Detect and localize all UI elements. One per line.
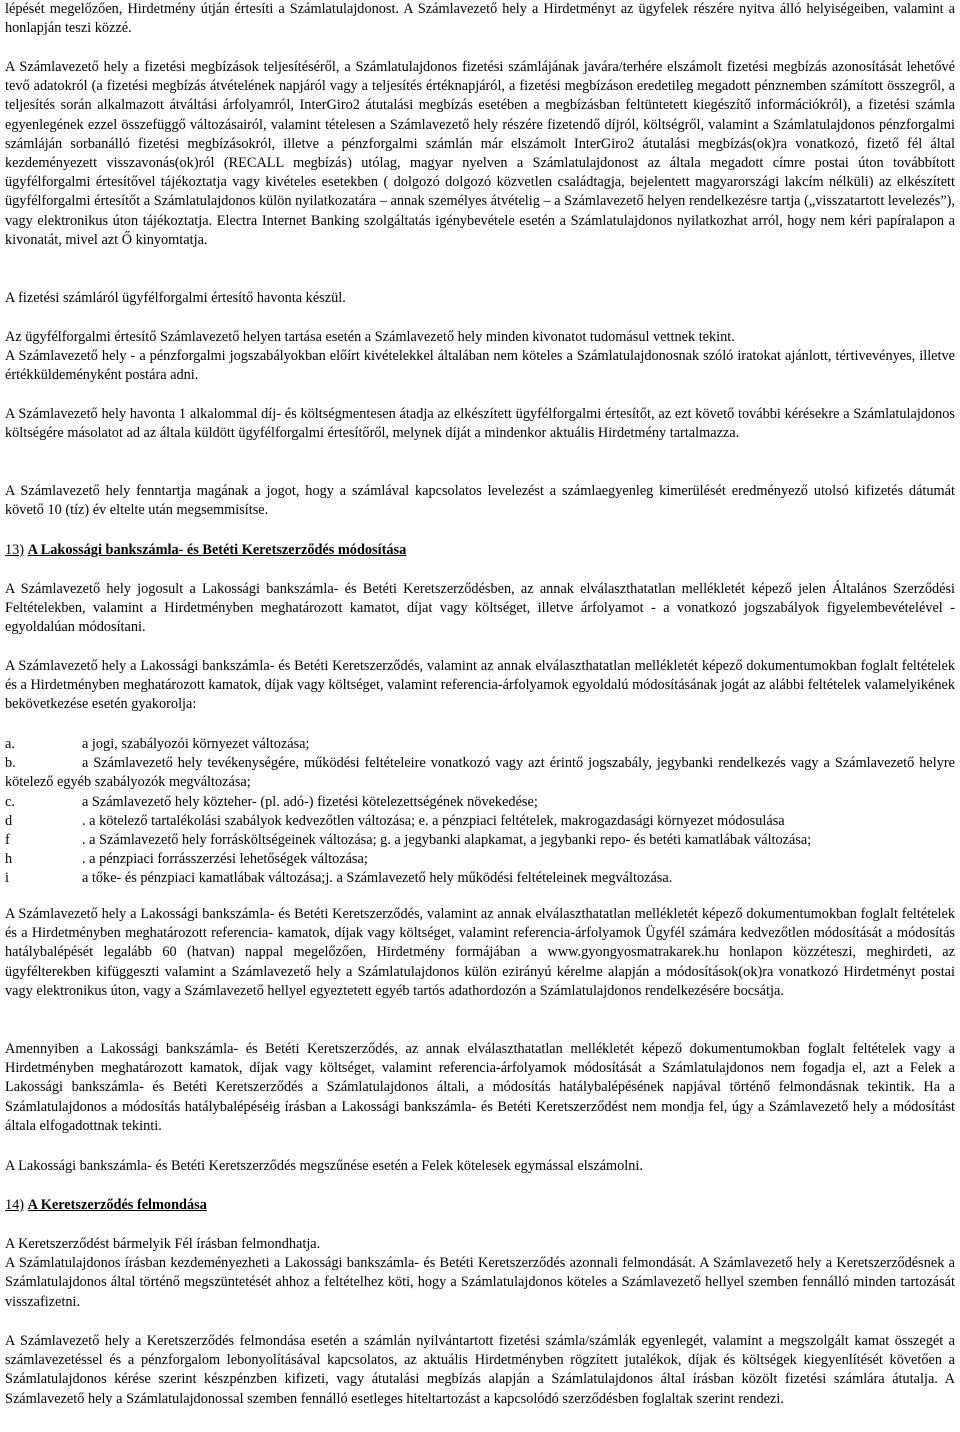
list-marker: i [5,870,9,887]
list-text: . a Számlavezető hely forrásköltségeinek változása; g. a jegybanki alapkamat, a jegybanki repo- és betéti kamatlábak változása; [82,832,812,849]
list-marker: c. [5,793,15,810]
termination-paragraph-3-block [5,1332,955,1409]
paragraph-immediate-termination: A Számlatulajdonos írásban kezdeményezheti a Lakossági bankszámla- és Betéti Keretszerződés azonnali felmondását. A Számlavezető hely a Keretszerződésnek a Számlatulajdonos által történő megszüntetését ahhoz a feltételhez köti, hogy a Számlatulajdonos köteles a Számlavezető hellyel szemben fennálló minden tartozását visszafizetni. [5,1255,955,1310]
list-text: . a pénzpiaci forrásszerzési lehetőségek változása; [82,851,368,868]
list-text: a tőke- és pénzpiaci kamatlábak változása;j. a Számlavezető hely működési feltételeinek megváltozása. [82,870,673,887]
list-text: a Számlavezető hely tevékenységére, működési feltételeire vonatkozó vagy azt érintő jogszabály, jegybanki rendelkezés vagy a Számlavezető helyre kötelező egyéb szabályozók megváltozása; [5,755,955,791]
paragraph-balance-payout: A Számlavezető hely a Keretszerződés felmondása esetén a számlán nyilvántartott fizetési számla/számlák egyenlegét, valamint a megszolgált kamat összegét a számlavezetéssel és a pénzforgalom lebonyolításával kapcsolatos, az aktuális Hirdetményben rögzített jutalékok, díjak és költségek kiegyenlítését követően a Számlatulajdonos kérése szerint készpénzben kifizeti, vagy átutalási megbízás alapján a Számlatulajdonos által írásban közölt fizetési számlára átutalja. A Számlavezető hely a Számlatulajdonossal szemben fennálló esetleges hiteltartozást a kapcsolódó szerződésben foglaltak szerint rendezi. [5,1333,955,1407]
paragraph-statement-holding: Az ügyfélforgalmi értesítő Számlavezető helyen tartása esetén a Számlavezető hely minden kivonatot tudomásul vettnek tekint. [5,329,735,345]
conditions-list [5,735,955,889]
list-marker: a. [5,736,15,752]
paragraph-correspondence-destruction: A Számlavezető hely fenntartja magának a jogot, hogy a számlával kapcsolatos levelezést a számlaegyenleg kimerülését eredményező utolsó kifizetés dátumát követő 10 (tíz) év eltelte után megsemmisítse. [5,483,955,519]
termination-paragraphs-block [5,1235,955,1312]
section-14-number: 14) [5,1197,25,1213]
paragraph-statement-copies: A Számlavezető hely havonta 1 alkalommal díj- és költségmentesen átadja az elkészített ügyfélforgalmi értesítőt, az ezt követő további kérésekre a Számlatulajdonos költségére másolatot ad az általa küldött ügyfélforgalmi értesítőről, melynek díját a mindenkor aktuális Hirdetmény tartalmazza. [5,406,955,442]
list-text: a jogi, szabályozói környezet változása; [82,736,310,752]
paragraph-unilateral-modification: A Számlavezető hely jogosult a Lakossági bankszámla- és Betéti Keretszerződésben, az annak elválaszthatatlan mellékletét képező jelen Általános Szerződési Feltételekben, valamint a Hirdetményben meghatározott kamatot, díjat vagy költséget, illetve árfolyamot - a vonatkozó jogszabályok figyelembevételével -egyoldalúan módosítani. [5,581,955,636]
list-item [5,850,955,869]
modification-paragraph-2-block [5,657,955,715]
monthly-paragraph-block [5,289,955,308]
paragraph-postal-delivery: A Számlavezető hely - a pénzforgalmi jogszabályokban előírt kivételekkel általában nem köteles a Számlatulajdonosnak szóló iratokat ajánlott, tértivevényes, illetve értékküldeményként postára adni. [5,348,955,384]
list-marker: d [5,812,13,829]
settlement-paragraph-block [5,58,955,250]
list-item [5,831,955,850]
list-item [5,812,955,831]
list-item [5,869,955,888]
destroy-paragraph-block [5,482,955,520]
intro-paragraph [5,0,955,38]
holding-paragraph-block [5,328,955,386]
list-marker: f [5,832,10,849]
modification-paragraph-3-block [5,905,955,1001]
paragraph-settlement-on-termination: A Lakossági bankszámla- és Betéti Keretszerződés megszűnése esetén a Felek kötelesek egymással elszámolni. [5,1158,643,1174]
section-14-heading [5,1196,955,1215]
section-13-heading [5,541,955,560]
section-13-number: 13) [5,542,25,558]
modification-paragraph-5-block [5,1157,955,1176]
list-marker: b. [5,755,16,772]
list-item [5,793,955,812]
list-text: a Számlavezető hely közteher- (pl. adó-) fizetési kötelezettségének növekedése; [82,793,538,810]
paragraph-hirdetmeny-notice: lépését megelőzően, Hirdetmény útján értesíti a Számlatulajdonost. A Számlavezető hely a Hirdetményt az ügyfelek részére nyitva álló helyiségeiben, valamint a honlapján teszi közzé. [5,1,955,37]
list-marker: h [5,851,13,868]
paragraph-monthly-statement: A fizetési számláról ügyfélforgalmi értesítő havonta készül. [5,290,346,306]
copies-paragraph-block [5,405,955,443]
section-14-title: A Keretszerződés felmondása [27,1197,207,1213]
paragraph-rejection-of-modification: Amennyiben a Lakossági bankszámla- és Betéti Keretszerződés, az annak elválaszthatatlan mellékletét képező dokumentumokban foglalt feltételek vagy a Hirdetményben meghatározott kamatok, díjak vagy költséget, valamint referencia-árfolyamok módosítását a Számlatulajdonos nem fogadja el, azt a Felek a Lakossági bankszámla- és Betéti Keretszerződés a Számlatulajdonos általi, a módosítás hatálybalépésének napjával történő felmondásnak tekintik. Ha a Számlatulajdonos a módosítás hatálybalépéséig írásban a Lakossági bankszámla- és Betéti Keretszerződést nem mondja fel, úgy a Számlavezető hely a módosítást általa elfogadottnak tekinti. [5,1041,955,1134]
list-item [5,735,955,754]
paragraph-settlement-statement: A Számlavezető hely a fizetési megbízások teljesítéséről, a Számlatulajdonos fizetési számlájának javára/terhére elszámolt fizetési megbízás azonosítását lehetővé tevő adatokról (a fizetési megbízás átvételének napjáról vagy a teljesítés értéknapjáról, a fizetési megbízáson eredetileg megadott pénznemben számított összegről, a teljesítés során alkalmazott átváltási árfolyamról, InterGiro2 átutalási megbízás esetében a megbízásban feltüntetett kiegészítő információkról), a fizetési számla egyenlegének ezzel összefüggő változásairól, valamint tételesen a Számlavezető hely részére fizetendő díjról, költségről, valamint a Számlatulajdonos pénzforgalmi számláján sorbanálló fizetési megbízásokról, illetve a pénzforgalmi számlán már elszámolt InterGiro2 átutalási megbízás(ok)ra vonatkozó, fizető fél által kezdeményezett visszavonás(ok)ról (RECALL megbízás) utólag, magyar nyelven a Számlatulajdonost az általa megadott címre postai úton továbbított ügyfélforgalmi értesítővel tájékoztatja vagy kivételes esetekben ( dolgozó dolgozó közvetlen családtagja, bejelentett magyarországi lakcím nélküli) az elkészített ügyfélforgalmi értesítőt a Számlatulajdonos külön nyilatkozatára – annak személyes átvételig – a Számlavezető helyen rendelkezésre tartja („visszatartott levelezés”), vagy elektronikus úton tájékoztatja. Electra Internet Banking szolgáltatás igénybevétele esetén a Számlatulajdonos nyilatkozhat arról, hogy nem kéri papíralapon a kivonatát, mivel azt Ő kinyomtatja. [5,59,955,248]
paragraph-termination-in-writing: A Keretszerződést bármelyik Fél írásban felmondhatja. [5,1236,321,1252]
modification-paragraph-1-block [5,580,955,638]
section-13-title: A Lakossági bankszámla- és Betéti Keretszerződés módosítása [27,542,407,558]
paragraph-unfavourable-modification: A Számlavezető hely a Lakossági bankszámla- és Betéti Keretszerződés, valamint az annak elválaszthatatlan mellékletét képező dokumentumokban foglalt feltételek és a Hirdetményben meghatározott referencia- kamatok, díjak vagy költséget, valamint referencia-árfolyamok Ügyfél számára kedvezőtlen módosítását a módosítás hatálybalépését legalább 60 (hatvan) nappal megelőzően, Hirdetmény formájában a www.gyongyosmatrakarek.hu honlapon közzéteszi, meghirdeti, az ügyfélterekben kifüggeszti valamint a Számlavezető hely a Számlatulajdonos külön ezirányú kérelme alapján a módosítások(ok)ra vonatkozó Hirdetményt postai vagy elektronikus úton, vagy a Számlavezető hellyel egyeztetett egyéb tartós adathordozón a Számlatulajdonos rendelkezésére bocsátja. [5,906,955,999]
list-text: . a kötelező tartalékolási szabályok kedvezőtlen változása; e. a pénzpiaci feltételek, makrogazdasági környezet módosulása [82,812,785,829]
list-item [5,754,955,792]
modification-paragraph-4-block [5,1040,955,1136]
paragraph-modification-conditions: A Számlavezető hely a Lakossági bankszámla- és Betéti Keretszerződés, valamint az annak elválaszthatatlan mellékletét képező dokumentumokban foglalt feltételek és a Hirdetményben meghatározott kamatok, díjak vagy költséget, valamint referencia-árfolyamok egyoldalú módosításának jogát az alábbi feltételek valamelyikének bekövetkezése esetén gyakorolja: [5,658,955,713]
